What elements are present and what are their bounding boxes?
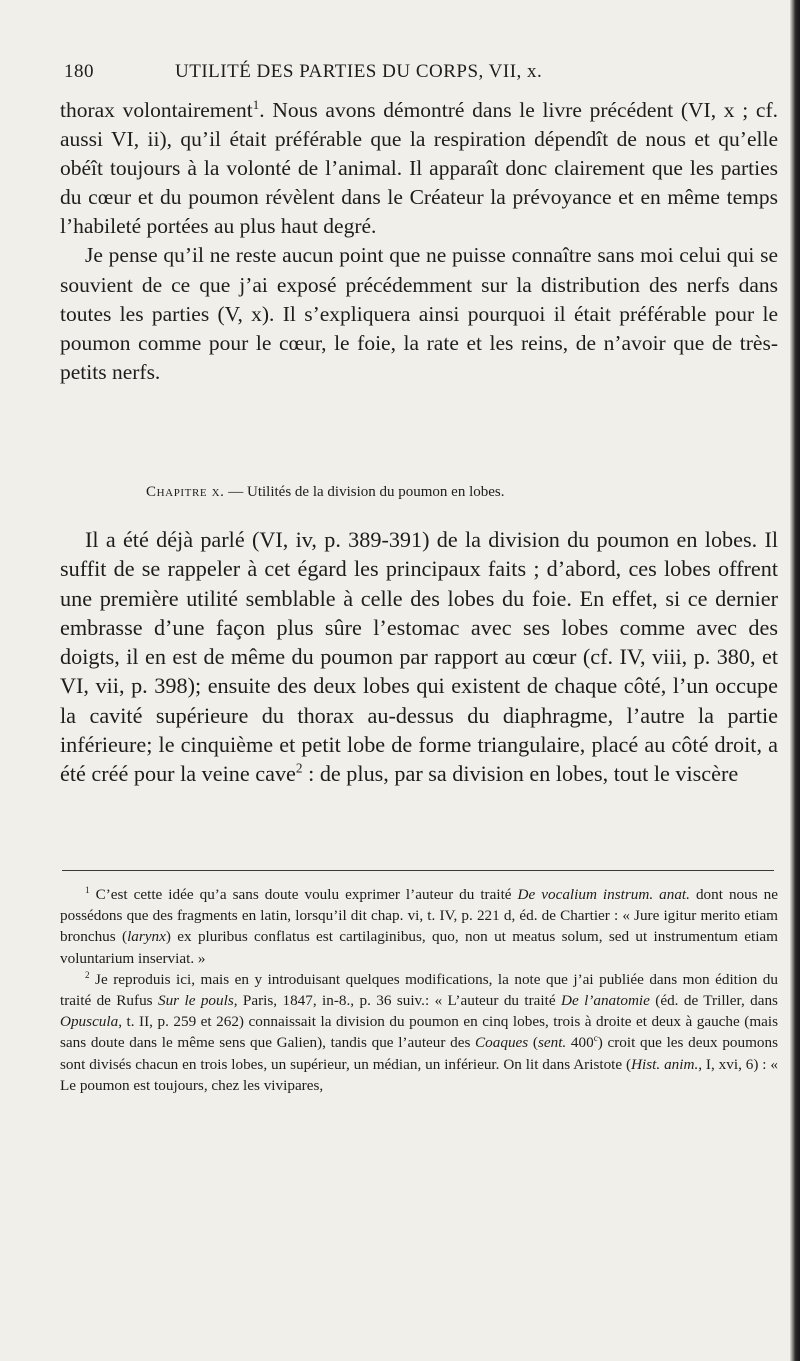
- paragraph-1: thorax volontairement$^1$. Nous avons démontré dans le livre précédent (VI, x ; cf. aussi VI, ii), qu’il était préférable que la respiration dépendît de nous et qu’elle obéît toujours à la volonté de l’animal. Il apparaît donc clairement que les parties du cœur et du poumon révèlent dans le Créateur la prévoyance et en même temps l’habileté portées au plus haut degré.: [60, 97, 778, 239]
- main-text-upper: [60, 96, 778, 387]
- main-text-lower: [60, 525, 778, 789]
- page-number: 180: [64, 61, 94, 82]
- paragraph-3: Il a été déjà parlé (VI, iv, p. 389-391) de la division du poumon en lobes. Il suffit de se rappeler à cet égard les principaux faits ; d’abord, ces lobes offrent une première utilité semblable à celle des lobes du foie. En effet, si ce dernier embrasse d’une façon plus sûre l’estomac avec ses lobes comme avec des doigts, il en est de même du poumon par rapport au cœur (cf. IV, viii, p. 380, et VI, vii, p. 398); ensuite des deux lobes qui existent de chaque côté, l’un occupe la cavité supérieure du thorax au-dessus du diaphragme, l’autre la partie inférieure; le cinquième et petit lobe de forme triangulaire, placé au côté droit, a été créé pour la veine cave$^2$ : de plus, par sa division en lobes, tout le viscère: [60, 527, 778, 787]
- footnote-ref-1: 1: [252, 97, 260, 112]
- page-edge-shadow: [790, 0, 800, 1361]
- footnote-2: $^2$ Je reproduis ici, mais en y introduisant quelques modifications, la note que j’ai publiée dans mon édition du traité de Rufus Sur le pouls, Paris, 1847, in-8., p. 36 suiv.: « L’auteur du traité De l’anatomie (éd. de Triller, dans Opuscula, t. II, p. 259 et 262) connaissait la division du poumon en cinq lobes, trois à droite et deux à gauche (mais sans doute dans le même sens que Galien), tandis que l’auteur des Coaques (sent. 400$^c$) croit que les deux poumons sont divisés chacun en trois lobes, un supérieur, un médian, un inférieur. On lit dans Aristote (Hist. anim., I, xvi, 6) : « Le poumon est toujours, chez les vivipares,: [60, 969, 779, 1094]
- footnote-ref-2: 2: [295, 760, 303, 776]
- chapter-heading: [146, 484, 504, 501]
- footnotes: [60, 884, 778, 1096]
- footnote-1: $^1$ C’est cette idée qu’a sans doute voulu exprimer l’auteur du traité De vocalium instrum. anat. dont nous ne possédons que des fragments en latin, lorsqu’il dit chap. vi, t. IV, p. 221 d, éd. de Chartier : « Jure igitur merito etiam bronchus (larynx) ex pluribus conflatus est cartilaginibus, quo, non ut meatus solum, sed ut instrumentum etiam voluntarium inserviat. »: [60, 884, 778, 967]
- running-title: UTILITÉ DES PARTIES DU CORPS, VII, x.: [175, 61, 543, 82]
- chapter-title: — Utilités de la division du poumon en lobes.: [228, 484, 505, 500]
- chapter-label: Chapitre x.: [146, 484, 225, 500]
- paragraph-2: Je pense qu’il ne reste aucun point que ne puisse connaître sans moi celui qui se souvient de ce que j’ai exposé précédemment sur la distribution des nerfs dans toutes les parties (V, x). Il s’expliquera ainsi pourquoi il était préférable pour le poumon comme pour le cœur, le foie, la rate et les reins, de n’avoir que de très-petits nerfs.: [60, 243, 778, 384]
- footnote-separator: [62, 870, 774, 871]
